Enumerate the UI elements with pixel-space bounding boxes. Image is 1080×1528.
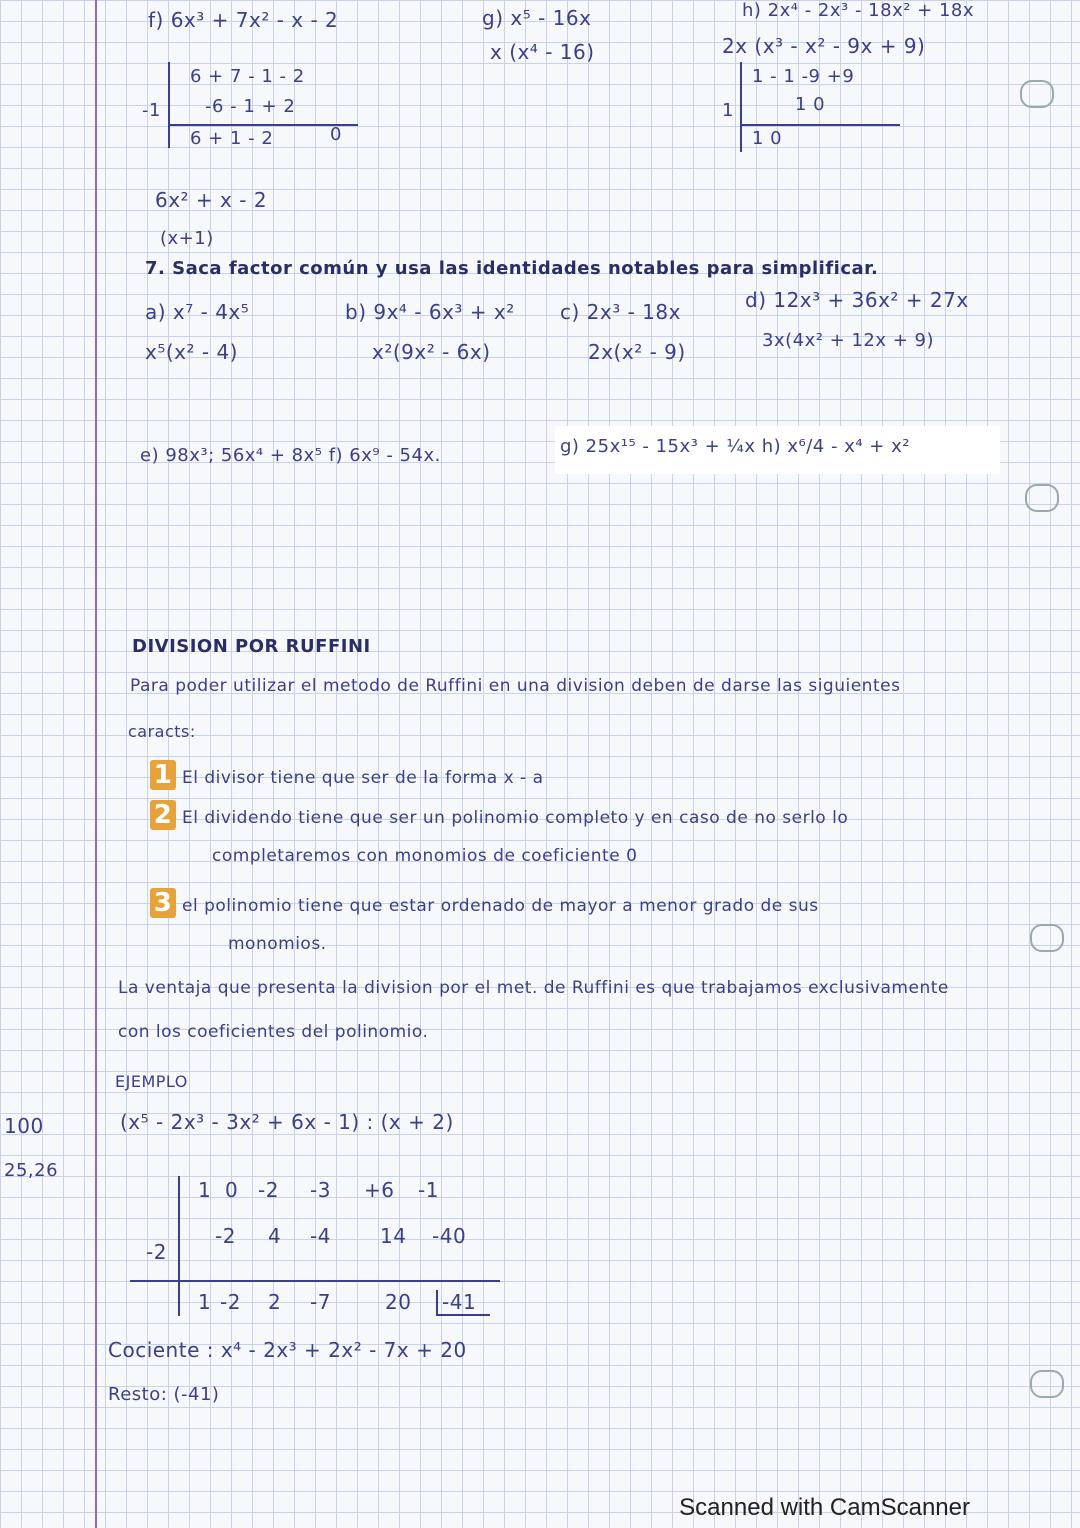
exercise-7c-question: c) 2x³ - 18x [560,300,681,324]
ruffini-h-row2: 1 0 [795,94,826,115]
ruffini-advantage-line2: con los coeficientes del polinomio. [118,1022,429,1042]
exercise-h-title: h) 2x⁴ - 2x³ - 18x² + 18x [742,0,975,21]
exercise-g-factored: x (x⁴ - 16) [490,40,595,64]
exercise-7a-answer: x⁵(x² - 4) [145,340,238,364]
example-row1-c5: -1 [418,1178,439,1202]
example-rest: Resto: (-41) [108,1384,220,1405]
example-row1-c4: +6 [364,1178,395,1202]
example-row3-c4: 20 [385,1290,412,1314]
example-divisor: -2 [146,1240,167,1264]
example-row1-c0: 1 [198,1178,212,1202]
margin-note-100: 100 [4,1114,44,1138]
ruffini-rule-3 [150,888,819,918]
ruffini-h-divisor: 1 [722,100,734,121]
example-row2-c1: 4 [268,1224,282,1248]
example-ruffini-vline [178,1176,180,1316]
ruffini-rule-2-cont: completaremos con monomios de coeficiente 0 [212,846,638,866]
example-row1-c3: -3 [310,1178,331,1202]
rule-text: el polinomio tiene que estar ordenado de mayor a menor grado de sus [182,896,819,916]
scanner-watermark: Scanned with CamScanner [679,1494,970,1521]
margin-line [95,0,97,1528]
exercise-f-factor: (x+1) [160,228,214,249]
exercise-7gh: g) 25x¹⁵ - 15x³ + ¼x h) x⁶/4 - x⁴ + x² [560,436,910,457]
example-row1-c1: 0 [225,1178,239,1202]
example-expression: (x⁵ - 2x³ - 3x² + 6x - 1) : (x + 2) [120,1110,454,1134]
exercise-f-title: f) 6x³ + 7x² - x - 2 [148,8,339,32]
exercise-7d-question: d) 12x³ + 36x² + 27x [745,288,969,312]
example-row2-c3: 14 [380,1224,407,1248]
example-row3-c3: -7 [310,1290,331,1314]
ruffini-h-row1: 1 - 1 -9 +9 [752,66,855,87]
ruffini-h-row3: 1 0 [752,128,783,149]
exercise-h-factored: 2x (x³ - x² - 9x + 9) [722,34,926,58]
ruffini-rule-2 [150,800,848,830]
example-row3-c1: -2 [220,1290,241,1314]
ruffini-h-hline [740,124,900,126]
exercise-7c-answer: 2x(x² - 9) [588,340,686,364]
ruffini-f-row3: 6 + 1 - 2 [190,128,274,149]
example-row1-c2: -2 [258,1178,279,1202]
rule-text: El divisor tiene que ser de la forma x - a [182,768,544,788]
rule-text: El dividendo tiene que ser un polinomio completo y en caso de no serlo lo [182,808,849,828]
example-row2-c2: -4 [310,1224,331,1248]
hole-punch-mark [1030,1370,1064,1398]
rule-number-badge: 3 [150,888,176,918]
ruffini-intro-line1: Para poder utilizar el metodo de Ruffini en una division deben de darse las siguientes [130,676,901,696]
ruffini-f-vline [168,62,170,148]
ruffini-f-row2: -6 - 1 + 2 [205,96,296,117]
exercise-g-title: g) x⁵ - 16x [482,6,592,30]
margin-note-25-26: 25,26 [4,1160,59,1181]
exercise-7b-question: b) 9x⁴ - 6x³ + x² [345,300,515,324]
example-quotient: Cociente : x⁴ - 2x³ + 2x² - 7x + 20 [108,1338,467,1362]
exercise-7ef: e) 98x³; 56x⁴ + 8x⁵ f) 6x⁹ - 54x. [140,445,441,466]
hole-punch-mark [1020,80,1054,108]
exercise-7d-answer: 3x(4x² + 12x + 9) [762,330,935,351]
example-ruffini-hline [130,1280,500,1282]
rule-number-badge: 1 [150,760,176,790]
ruffini-rule-3-cont: monomios. [228,934,327,954]
ruffini-f-divisor: -1 [142,100,161,121]
ruffini-f-row1: 6 + 7 - 1 - 2 [190,66,305,87]
ruffini-advantage-line1: La ventaja que presenta la division por el met. de Ruffini es que trabajamos exclusivamente [118,978,949,998]
exercise-7a-question: a) x⁷ - 4x⁵ [145,300,250,324]
example-row2-c4: -40 [432,1224,467,1248]
hole-punch-mark [1025,484,1059,512]
example-row3-c0: 1 [198,1290,212,1314]
example-label: EJEMPLO [115,1072,188,1091]
hole-punch-mark [1030,924,1064,952]
exercise-7b-answer: x²(9x² - 6x) [372,340,491,364]
example-row3-c2: 2 [268,1290,282,1314]
example-row2-c0: -2 [215,1224,236,1248]
ruffini-rule-1 [150,760,544,790]
ruffini-f-rest: 0 [330,124,342,145]
ruffini-h-vline [740,62,742,152]
ruffini-heading: DIVISION POR RUFFINI [132,636,371,657]
rule-number-badge: 2 [150,800,176,830]
example-remainder-box: -41 [436,1290,490,1316]
exercise-f-quotient: 6x² + x - 2 [155,188,268,212]
exercise-7-title: 7. Saca factor común y usa las identidades notables para simplificar. [145,258,879,279]
ruffini-intro-line2: caracts: [128,722,196,741]
